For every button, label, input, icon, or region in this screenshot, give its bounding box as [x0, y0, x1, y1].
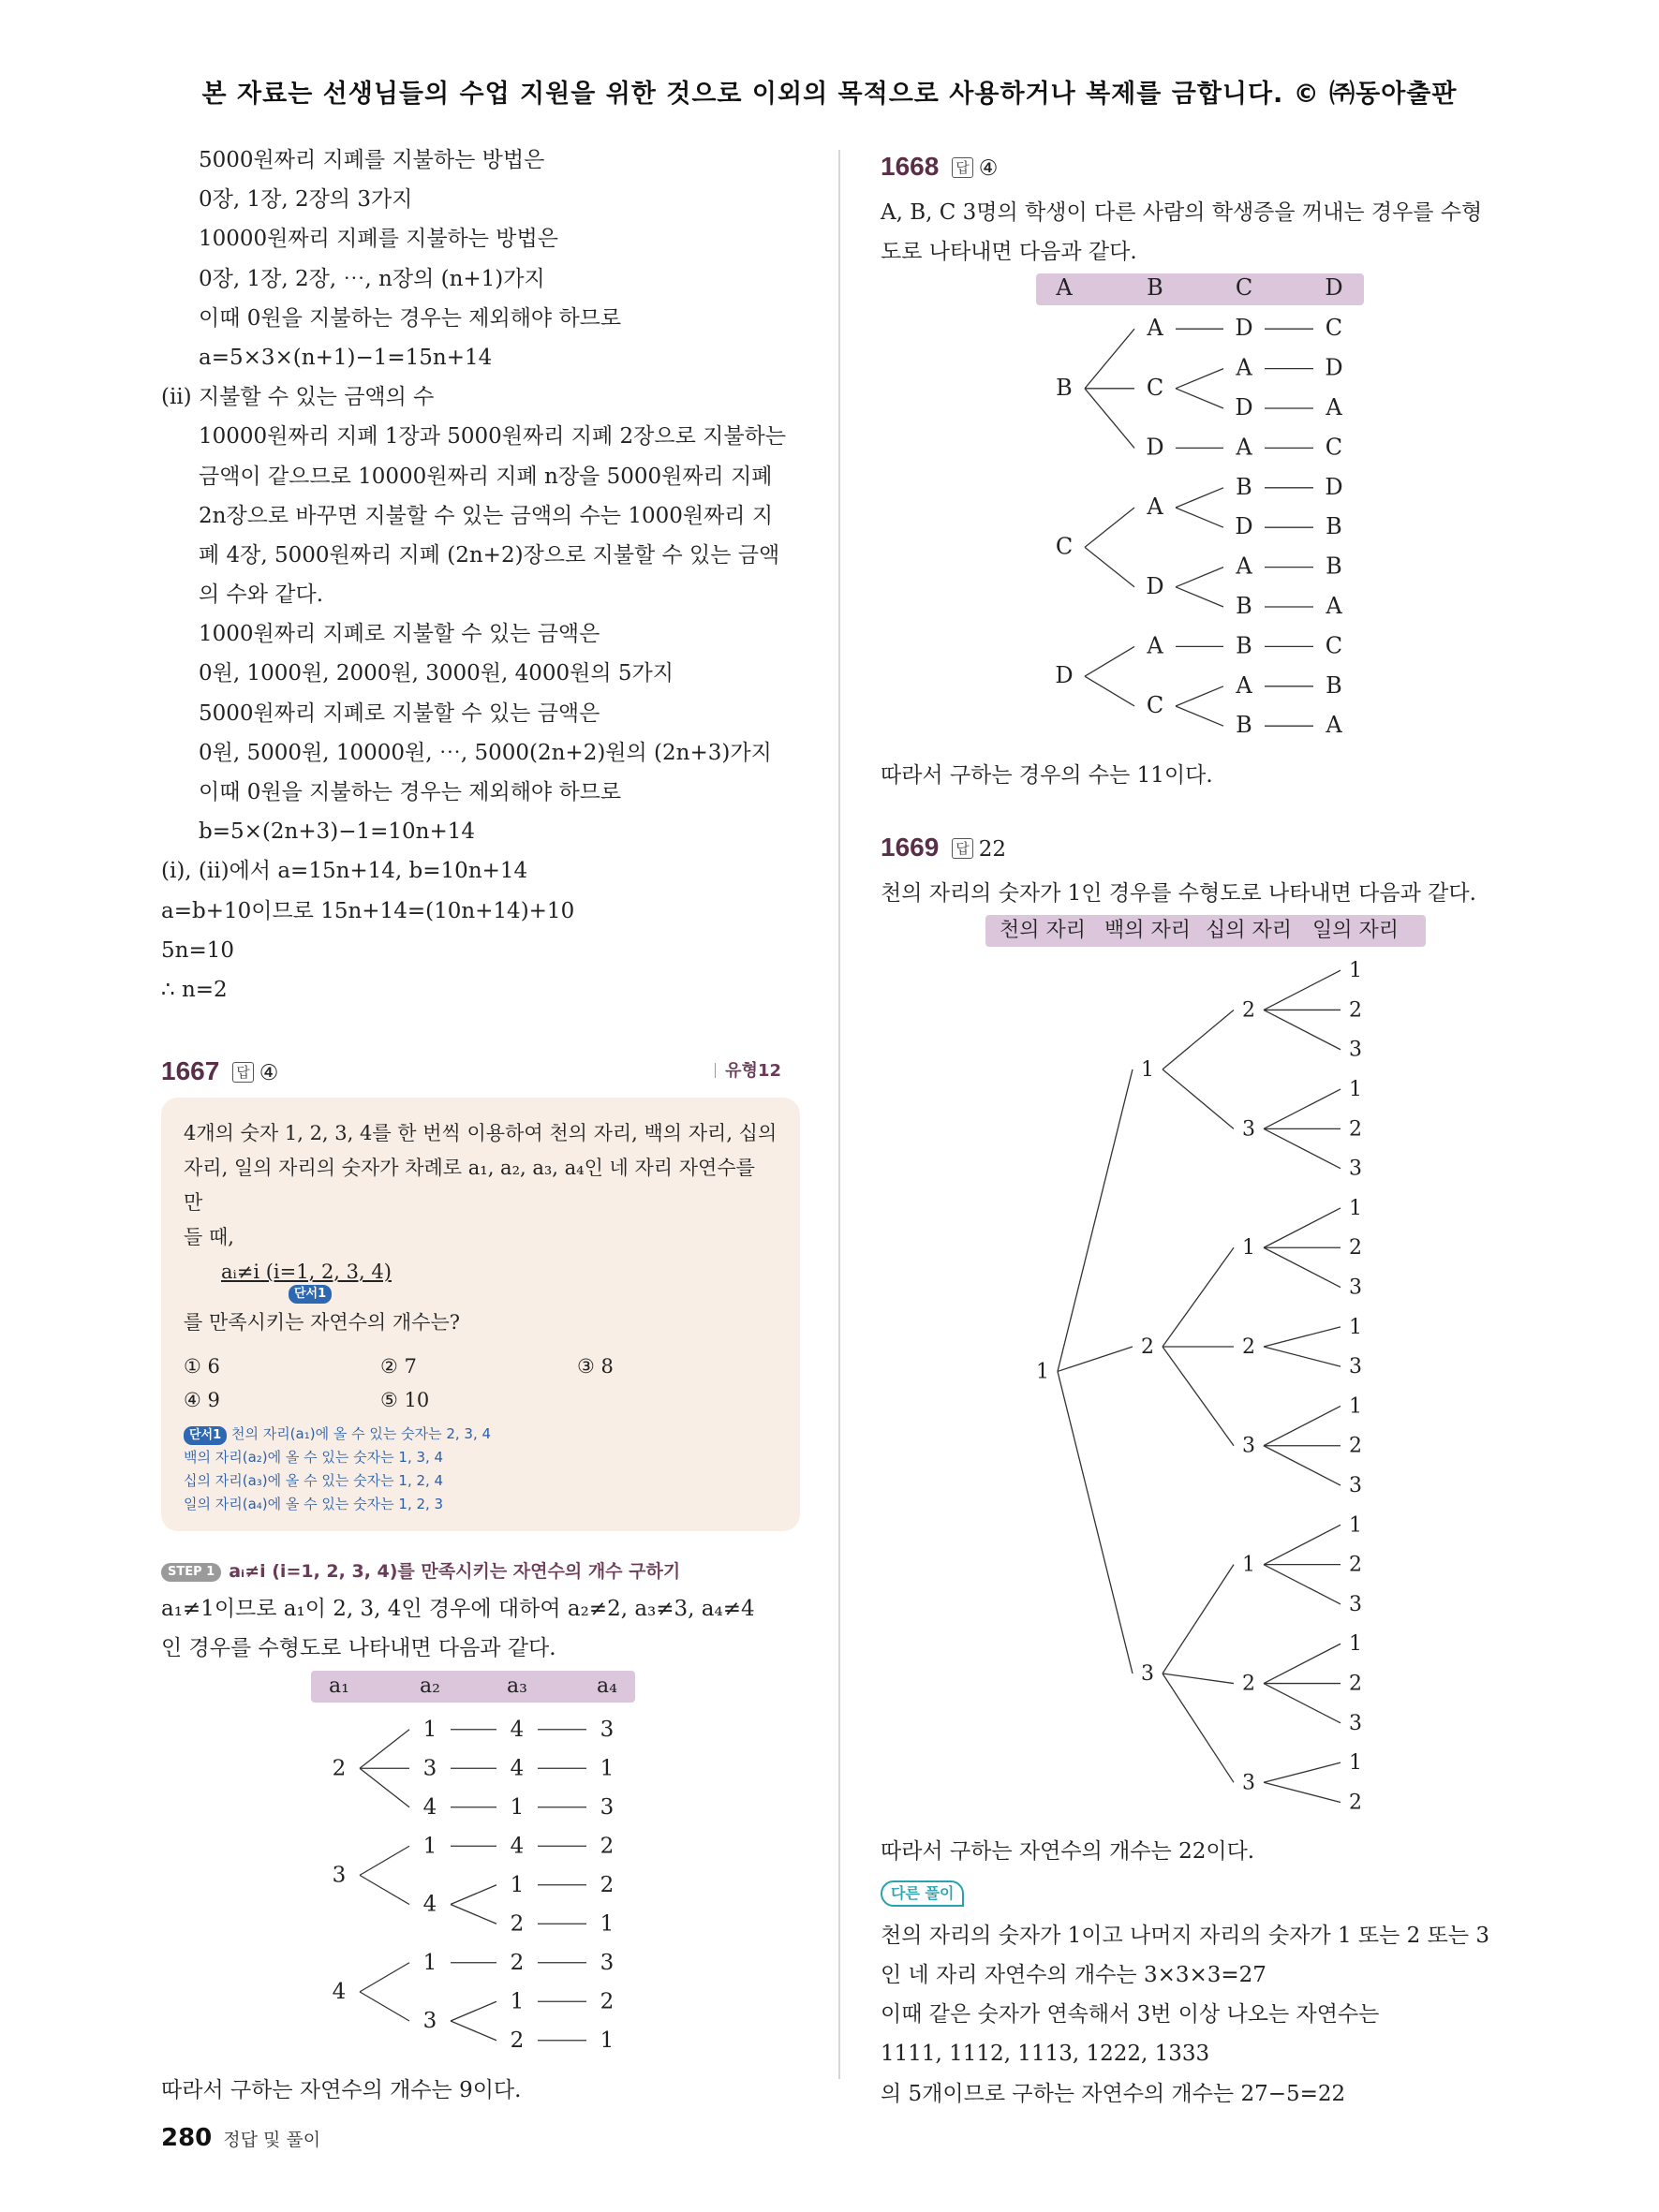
tree-node: D	[1235, 315, 1253, 342]
answer-badge: 답	[232, 1062, 254, 1083]
tree-node: B	[1236, 632, 1252, 659]
tree-node: 2	[600, 1988, 615, 2013]
tree-node: 1	[1141, 1058, 1155, 1083]
tree-branch	[1176, 508, 1223, 527]
tree-node: 3	[600, 1794, 615, 1820]
tree-branch	[1176, 568, 1223, 587]
tree-node: A	[1236, 434, 1252, 461]
tree-node: D	[1235, 394, 1253, 421]
tree-node: A	[1236, 672, 1252, 700]
tree-node: 2	[600, 1833, 615, 1858]
tree-node: 1	[510, 1794, 525, 1820]
step-title: aᵢ≠i (i=1, 2, 3, 4)를 만족시키는 자연수의 개수 구하기	[229, 1561, 681, 1583]
page-number: 280	[161, 2124, 213, 2152]
tree-node: A	[1326, 593, 1342, 620]
tree-node: C	[1325, 315, 1343, 342]
column-header: C	[1235, 274, 1253, 302]
tree-node: 1	[510, 1872, 525, 1897]
tree-node: A	[1236, 553, 1252, 580]
choices-row-1	[184, 1349, 778, 1383]
tree-branch	[1176, 369, 1223, 389]
tree-branch	[1264, 1565, 1341, 1604]
tree-node: 3	[422, 1755, 437, 1780]
tree-node: 4	[422, 1794, 437, 1820]
tree-node: 1	[600, 2028, 615, 2053]
tree-node: 4	[332, 1979, 347, 2004]
problem-text: 들 때,	[184, 1226, 234, 1249]
tree-node: 2	[1241, 998, 1255, 1023]
tree-node: 3	[1348, 1157, 1362, 1181]
tree-branch	[1163, 1674, 1234, 1684]
tree-branch	[1264, 1644, 1341, 1683]
tree-branch	[1176, 686, 1223, 706]
tree-node: 1	[1348, 1513, 1362, 1538]
tree-branch	[1264, 1347, 1341, 1366]
solution-line: 5000원짜리 지폐로 지불할 수 있는 금액은	[199, 700, 600, 726]
tree-branch	[1085, 647, 1134, 677]
tree-node: 3	[1348, 1474, 1362, 1498]
solution-line: 금액이 같으므로 10000원짜리 지폐 n장을 5000원짜리 지폐	[199, 464, 773, 489]
problem-1669-header	[881, 821, 1518, 874]
tree-node: 4	[510, 1717, 525, 1742]
solution-line: 5000원짜리 지폐를 지불하는 방법은	[199, 148, 545, 172]
tree-branch	[1264, 1128, 1341, 1168]
tree-node: B	[1326, 513, 1342, 540]
tree-diagram-1669	[881, 913, 1518, 1832]
answer-value: ④	[978, 156, 999, 181]
right-column	[881, 140, 1518, 2114]
tree-branch	[1264, 1525, 1341, 1564]
other-solution	[881, 1916, 1518, 2114]
step-heading	[161, 1554, 800, 1589]
tree-node: 3	[1241, 1117, 1255, 1142]
tree-node: 1	[1348, 1315, 1362, 1339]
tree-node: D	[1235, 513, 1253, 540]
tree-branch	[1163, 1565, 1234, 1674]
solution-line: 5n=10	[161, 937, 234, 963]
header-band	[311, 1671, 635, 1703]
tree-svg	[881, 272, 1518, 751]
tree-node: 1	[1348, 1751, 1362, 1776]
column-header: 백의 자리	[1104, 919, 1191, 943]
tree-branch	[1085, 389, 1134, 449]
tree-branch	[1085, 548, 1134, 587]
tree-node: 2	[510, 1910, 525, 1936]
tree-node: 2	[600, 1872, 615, 1897]
solution-line: (ⅱ) 지불할 수 있는 금액의 수	[161, 385, 435, 410]
solution-line: 0장, 1장, 2장의 3가지	[199, 187, 413, 213]
tree-node: 2	[332, 1755, 347, 1780]
conclusion: 따라서 구하는 경우의 수는 11이다.	[881, 762, 1213, 788]
solution-line: 1111, 1112, 1113, 1222, 1333	[881, 2042, 1210, 2067]
tree-branch	[1264, 1247, 1341, 1287]
solution-line: 인 네 자리 자연수의 개수는 3×3×3=27	[881, 1963, 1266, 1988]
problem-1667-header	[161, 1045, 800, 1098]
problem-number: 1669	[881, 832, 940, 862]
condition	[184, 1255, 778, 1305]
choice: ② 7	[380, 1355, 417, 1379]
tree-branch	[360, 1729, 409, 1768]
choice: ⑤ 10	[380, 1389, 430, 1412]
solution-line: 천의 자리의 숫자가 1인 경우를 수형도로 나타내면 다음과 같다.	[881, 880, 1476, 906]
tree-branch	[1264, 1762, 1341, 1782]
column-header: A	[1056, 274, 1073, 302]
hint-line: 십의 자리(a₃)에 올 수 있는 숫자는 1, 2, 4	[184, 1472, 444, 1490]
problem-box	[161, 1098, 800, 1531]
tree-branch	[1176, 587, 1223, 607]
column-header: a₄	[597, 1674, 617, 1698]
answer-badge: 답	[952, 157, 973, 178]
problem-text: 자리, 일의 자리의 숫자가 차례로 a₁, a₂, a₃, a₄인 네 자리 자연수를 만	[184, 1157, 755, 1215]
tree-node: 3	[332, 1862, 347, 1887]
tree-node: 1	[422, 1717, 437, 1742]
solution-line: 1000원짜리 지폐로 지불할 수 있는 금액은	[199, 622, 600, 647]
tree-branch	[1085, 508, 1134, 547]
tree-node: C	[1055, 533, 1074, 560]
tree-node: 2	[1348, 1117, 1362, 1142]
tree-node: 1	[422, 1950, 437, 1975]
solution-line: A, B, C 3명의 학생이 다른 사람의 학생증을 꺼내는 경우를 수형	[881, 200, 1483, 225]
tree-branch	[451, 2021, 496, 2041]
tree-branch	[1264, 1327, 1341, 1347]
solution-continuation	[161, 140, 800, 1010]
tree-node: 2	[1241, 1672, 1255, 1696]
page-footer	[161, 2124, 320, 2152]
tree-node: B	[1326, 553, 1342, 580]
tree-node: 2	[510, 1950, 525, 1975]
tree-diagram-1667	[161, 1669, 800, 2072]
left-column	[161, 140, 800, 2110]
column-header: a₂	[420, 1674, 440, 1698]
column-header: B	[1147, 274, 1163, 302]
tree-svg	[161, 1669, 800, 2068]
tree-node: 2	[1141, 1335, 1155, 1360]
tree-node: 2	[1348, 1672, 1362, 1696]
hint-tag: 단서1	[184, 1426, 227, 1445]
tree-node: D	[1055, 662, 1074, 689]
problem-type: 유형12	[715, 1045, 781, 1098]
tree-node: 1	[1348, 1632, 1362, 1657]
solution-line: 인 경우를 수형도로 나타내면 다음과 같다.	[161, 1636, 556, 1661]
tree-node: D	[1325, 354, 1343, 381]
choice: ④ 9	[184, 1389, 220, 1412]
tree-branch	[1058, 1372, 1133, 1674]
tree-node: 3	[1241, 1771, 1255, 1795]
tree-node: B	[1236, 712, 1252, 739]
answer-value: ④	[259, 1061, 279, 1086]
section-title: 정답 및 풀이	[223, 2130, 321, 2150]
condition-formula: aᵢ≠i (i=1, 2, 3, 4)	[221, 1261, 392, 1284]
choice: ③ 8	[577, 1355, 614, 1379]
tree-node: 3	[1348, 1593, 1362, 1617]
tree-branch	[360, 1962, 409, 1991]
copyright-notice: 본 자료는 선생님들의 수업 지원을 위한 것으로 이외의 목적으로 사용하거나 복제를 금합니다. © ㈜동아출판	[201, 80, 1458, 109]
tree-branch	[451, 2001, 496, 2021]
solution-line: 의 5개이므로 구하는 자연수의 개수는 27−5=22	[881, 2081, 1346, 2106]
choice: ① 6	[184, 1355, 220, 1379]
tree-node: 1	[1348, 1197, 1362, 1221]
tree-branch	[1176, 389, 1223, 408]
choices-row-2	[184, 1383, 778, 1417]
column-header: D	[1325, 274, 1343, 302]
hint-line: 단서1 천의 자리(a₁)에 올 수 있는 숫자는 2, 3, 4	[184, 1423, 778, 1446]
tree-branch	[1264, 1208, 1341, 1247]
tree-node: 3	[1241, 1434, 1255, 1458]
hint-tag: 단서1	[289, 1285, 332, 1304]
column-divider	[838, 150, 840, 2079]
tree-node: 3	[1348, 1276, 1362, 1300]
tree-branch	[1264, 1010, 1341, 1050]
tree-node: 1	[422, 1833, 437, 1858]
solution-line: 이때 같은 숫자가 연속해서 3번 이상 나오는 자연수는	[881, 2002, 1380, 2028]
tree-node: A	[1326, 394, 1342, 421]
tree-node: 2	[1348, 998, 1362, 1023]
solution-line: 10000원짜리 지폐를 지불하는 방법은	[199, 227, 558, 252]
tree-branch	[1058, 1069, 1133, 1372]
tree-node: 1	[600, 1755, 615, 1780]
solution-line: 천의 자리의 숫자가 1이고 나머지 자리의 숫자가 1 또는 2 또는 3	[881, 1923, 1489, 1948]
tree-node: 1	[600, 1910, 615, 1936]
problem-text: 4개의 숫자 1, 2, 3, 4를 한 번씩 이용하여 천의 자리, 백의 자리, 십의	[184, 1122, 778, 1145]
tree-branch	[1264, 1684, 1341, 1723]
tree-branch	[1163, 1247, 1234, 1347]
tree-node: 2	[1348, 1553, 1362, 1577]
tree-branch	[1058, 1347, 1133, 1371]
tree-node: 1	[1241, 1236, 1255, 1261]
tree-node: C	[1146, 375, 1164, 402]
tree-node: 2	[1348, 1434, 1362, 1458]
hint-line: 일의 자리(a₄)에 올 수 있는 숫자는 1, 2, 3	[184, 1496, 444, 1513]
tree-branch	[1264, 1446, 1341, 1485]
tree-node: 3	[600, 1717, 615, 1742]
tree-node: A	[1326, 712, 1342, 739]
solution-line: ∴ n=2	[161, 977, 228, 1002]
tree-node: 4	[510, 1833, 525, 1858]
solution-line: a=b+10이므로 15n+14=(10n+14)+10	[161, 898, 575, 923]
tree-node: 1	[1348, 1394, 1362, 1419]
tree-node: C	[1146, 692, 1164, 719]
tree-branch	[1163, 1347, 1234, 1446]
tree-node: B	[1056, 375, 1073, 402]
conclusion: 따라서 구하는 자연수의 개수는 9이다.	[161, 2078, 522, 2102]
tree-node: D	[1325, 474, 1343, 501]
tree-branch	[1176, 488, 1223, 508]
problem-number: 1667	[161, 1056, 220, 1086]
solution-line: a₁≠1이므로 a₁이 2, 3, 4인 경우에 대하여 a₂≠2, a₃≠3, a₄≠4	[161, 1597, 755, 1622]
tree-node: C	[1325, 632, 1343, 659]
tree-node: B	[1326, 672, 1342, 700]
tree-node: B	[1236, 474, 1252, 501]
conclusion: 따라서 구하는 자연수의 개수는 22이다.	[881, 1838, 1255, 1864]
solution-line: 도로 나타내면 다음과 같다.	[881, 240, 1137, 265]
column-header: 천의 자리	[1000, 919, 1086, 943]
tree-branch	[1085, 330, 1134, 390]
tree-diagram-1668	[881, 272, 1518, 755]
tree-node: 3	[1348, 1355, 1362, 1379]
tree-node: 3	[422, 2008, 437, 2033]
tree-node: 3	[600, 1950, 615, 1975]
tree-node: B	[1236, 593, 1252, 620]
tree-node: A	[1147, 494, 1163, 521]
solution-line: b=5×(2n+3)−1=10n+14	[199, 819, 475, 845]
tree-node: 2	[1348, 1791, 1362, 1815]
tree-node: A	[1147, 632, 1163, 659]
solution-line: 2n장으로 바꾸면 지불할 수 있는 금액의 수는 1000원짜리 지	[199, 503, 774, 528]
tree-branch	[1163, 1010, 1234, 1069]
tree-node: A	[1236, 354, 1252, 381]
tree-node: 1	[510, 1988, 525, 2013]
tree-node: A	[1147, 315, 1163, 342]
solution-line: a=5×3×(n+1)−1=15n+14	[199, 345, 493, 370]
solution-line: 의 수와 같다.	[199, 582, 324, 608]
header-band	[1036, 273, 1364, 305]
step-badge: STEP 1	[161, 1563, 221, 1582]
tree-branch	[1163, 1069, 1234, 1128]
hint-line: 백의 자리(a₂)에 올 수 있는 숫자는 1, 3, 4	[184, 1449, 444, 1467]
column-header: 일의 자리	[1312, 919, 1399, 943]
tree-node: 1	[1348, 959, 1362, 983]
tree-branch	[360, 1846, 409, 1875]
tree-node: 4	[510, 1755, 525, 1780]
tree-node: C	[1325, 434, 1343, 461]
solution-line: 폐 4장, 5000원짜리 지폐 (2n+2)장으로 지불할 수 있는 금액	[199, 542, 780, 568]
solution-line: 0장, 1장, 2장, ⋯, n장의 (n+1)가지	[199, 266, 545, 291]
other-solution-label: 다른 풀이	[881, 1880, 964, 1907]
tree-node: 4	[422, 1892, 437, 1916]
solution-line: 0원, 1000원, 2000원, 3000원, 4000원의 5가지	[199, 661, 674, 686]
tree-node: 2	[1348, 1236, 1362, 1261]
tree-node: 1	[1348, 1078, 1362, 1102]
column-header: a₁	[329, 1674, 349, 1698]
tree-branch	[360, 1768, 409, 1807]
solution-line: 10000원짜리 지폐 1장과 5000원짜리 지폐 2장으로 지불하는	[199, 424, 786, 450]
tree-svg	[881, 913, 1518, 1828]
tree-branch	[1264, 1782, 1341, 1802]
tree-node: 2	[510, 2028, 525, 2053]
tree-branch	[451, 1884, 496, 1904]
answer-value: 22	[978, 836, 1007, 862]
problem-1668-header	[881, 140, 1518, 193]
problem-text: 를 만족시키는 자연수의 개수는?	[184, 1311, 461, 1335]
tree-node: 2	[1241, 1335, 1255, 1360]
tree-branch	[1264, 970, 1341, 1010]
answer-badge: 답	[952, 838, 973, 859]
tree-branch	[1176, 706, 1223, 726]
column-header: a₃	[507, 1674, 527, 1698]
tree-node: 3	[1348, 1711, 1362, 1735]
tree-node: 1	[1241, 1553, 1255, 1577]
tree-branch	[1264, 1407, 1341, 1446]
solution-line: 이때 0원을 지불하는 경우는 제외해야 하므로	[199, 305, 622, 331]
column-header: 십의 자리	[1206, 919, 1292, 943]
tree-branch	[360, 1875, 409, 1904]
tree-node: D	[1146, 573, 1164, 600]
solution-line: (ⅰ), (ⅱ)에서 a=15n+14, b=10n+14	[161, 859, 528, 884]
other-solution-heading	[881, 1871, 1518, 1916]
problem-number: 1668	[881, 152, 940, 181]
tree-node: D	[1146, 434, 1164, 461]
tree-branch	[1085, 677, 1134, 707]
tree-branch	[1264, 1089, 1341, 1128]
tree-node: 3	[1348, 1038, 1362, 1062]
solution-line: 이때 0원을 지불하는 경우는 제외해야 하므로	[199, 780, 622, 804]
tree-branch	[451, 1904, 496, 1924]
tree-branch	[360, 1991, 409, 2020]
tree-branch	[1163, 1674, 1234, 1782]
solution-line: 0원, 5000원, 10000원, ⋯, 5000(2n+2)원의 (2n+3)가지	[199, 740, 772, 765]
tree-node: 1	[1036, 1360, 1050, 1384]
tree-node: 3	[1141, 1662, 1155, 1687]
